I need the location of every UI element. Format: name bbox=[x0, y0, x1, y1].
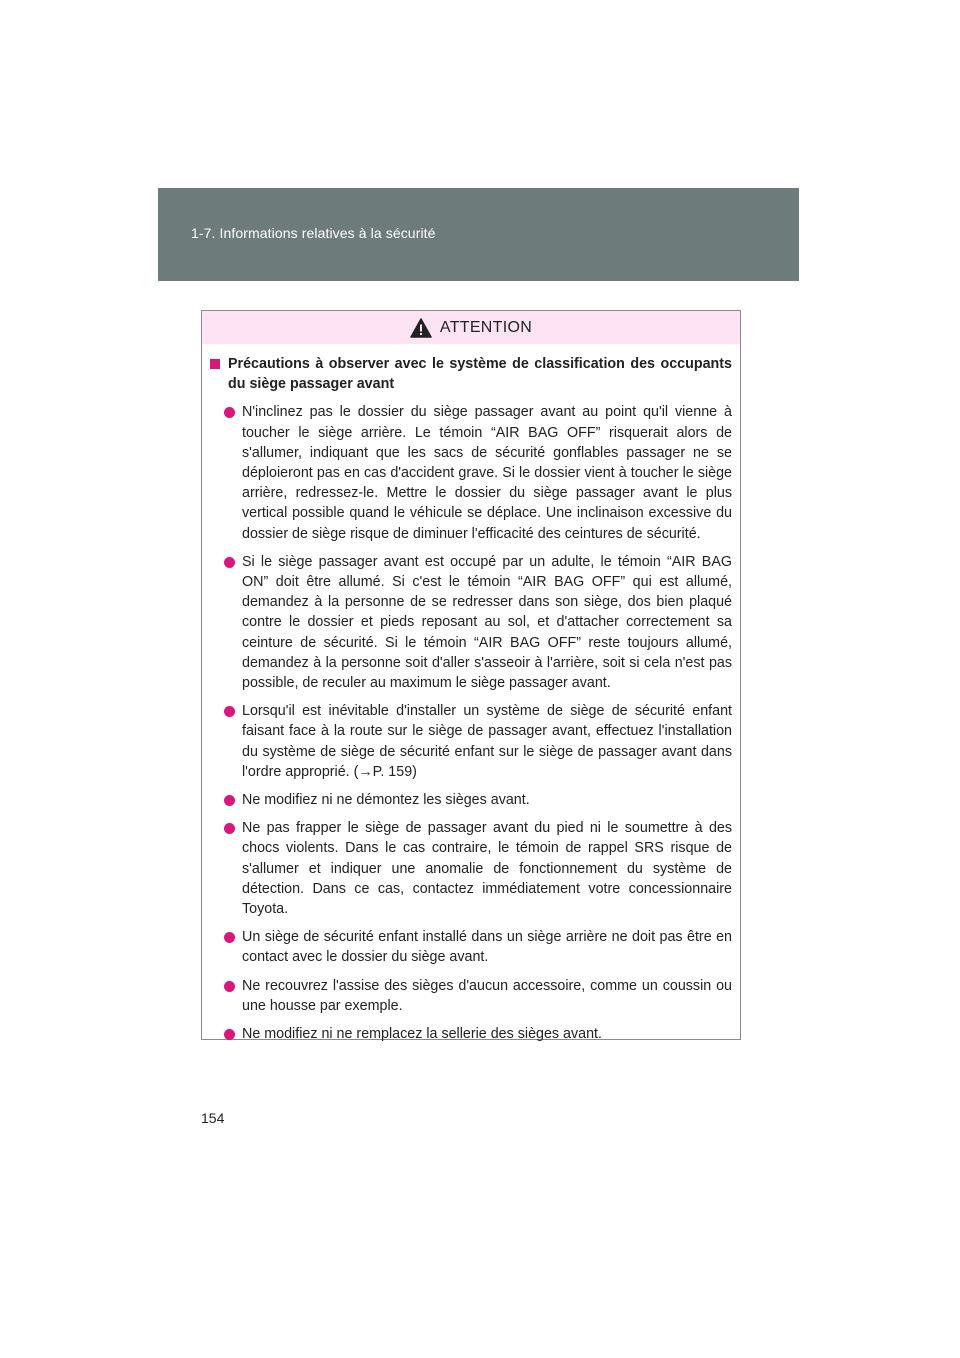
list-item-text: Ne recouvrez l'assise des sièges d'aucun accessoire, comme un coussin ou une housse par exemple. bbox=[242, 977, 732, 1014]
circle-bullet-icon bbox=[224, 795, 235, 806]
circle-bullet-icon bbox=[224, 557, 235, 568]
list-item bbox=[210, 552, 732, 693]
list-item bbox=[210, 818, 732, 919]
circle-bullet-icon bbox=[224, 823, 235, 834]
list-item bbox=[210, 976, 732, 1016]
section-header-band bbox=[158, 188, 799, 281]
circle-bullet-icon bbox=[224, 932, 235, 943]
list-item bbox=[210, 701, 732, 782]
square-bullet-icon bbox=[210, 359, 220, 369]
warning-title: ATTENTION bbox=[439, 318, 533, 336]
list-item-text: Un siège de sécurité enfant installé dans un siège arrière ne doit pas être en contact avec le dossier du siège avant. bbox=[242, 929, 732, 966]
list-item bbox=[210, 1024, 732, 1044]
list-item-text: N'inclinez pas le dossier du siège passager avant au point qu'il vienne à toucher le siège arrière. Le témoin “AIR BAG OFF” risquerait alors de s'allumer, indiquant que les sacs de sécurité gonflables passager ne se déploieront pas en cas d'accident grave. Si le dossier vient à toucher le siège arrière, redressez-le. Mettre le dossier du siège passager avant le plus vertical possible quand le véhicule se déplace. Une inclinaison excessive du dossier de siège risque de diminuer l'efficacité des ceintures de sécurité. bbox=[242, 404, 732, 542]
precautions-heading-text: Précautions à observer avec le système de classification des occupants du siège passager avant bbox=[228, 356, 732, 393]
precautions-heading bbox=[210, 354, 732, 394]
circle-bullet-icon bbox=[224, 1029, 235, 1040]
circle-bullet-icon bbox=[224, 407, 235, 418]
list-item-text: Ne modifiez ni ne démontez les sièges avant. bbox=[242, 792, 530, 809]
list-item bbox=[210, 790, 732, 810]
section-title: 1-7. Informations relatives à la sécurité bbox=[191, 225, 436, 241]
page-number: 154 bbox=[201, 1110, 225, 1126]
list-item-text: Ne pas frapper le siège de passager avant du pied ni le soumettre à des chocs violents. Dans le cas contraire, le témoin de rappel SRS risque de s'allumer et indiquer une anomalie de fonctionnement du système de détection. Dans ce cas, contactez immédiatement votre concessionnaire Toyota. bbox=[242, 820, 732, 918]
circle-bullet-icon bbox=[224, 981, 235, 992]
circle-bullet-icon bbox=[224, 706, 235, 717]
list-item-text: Ne modifiez ni ne remplacez la sellerie des sièges avant. bbox=[242, 1026, 602, 1043]
list-item-text: Si le siège passager avant est occupé par un adulte, le témoin “AIR BAG ON” doit être allumé. Si c'est le témoin “AIR BAG OFF” qui est allumé, demandez à la personne de se redresser dans son siège, dos bien plaqué contre le dossier et pieds reposant au sol, et d'attacher correctement sa ceinture de sécurité. Si le témoin “AIR BAG OFF” reste toujours allumé, demandez à la personne soit d'aller s'asseoir à l'arrière, soit si cela n'est pas possible, de reculer au maximum le siège passager avant. bbox=[242, 553, 732, 692]
list-item bbox=[210, 402, 732, 543]
list-item-text: Lorsqu'il est inévitable d'installer un système de siège de sécurité enfant faisant face à la route sur le siège de passager avant, effectuez l'installation du système de siège de sécurité enfant sur le siège de passager avant dans l'ordre approprié. (→P. 159) bbox=[242, 703, 732, 780]
warning-body bbox=[202, 344, 740, 1044]
warning-box bbox=[201, 310, 741, 1043]
list-item bbox=[210, 927, 732, 967]
warning-header bbox=[202, 311, 740, 344]
warning-triangle-icon bbox=[410, 318, 432, 338]
